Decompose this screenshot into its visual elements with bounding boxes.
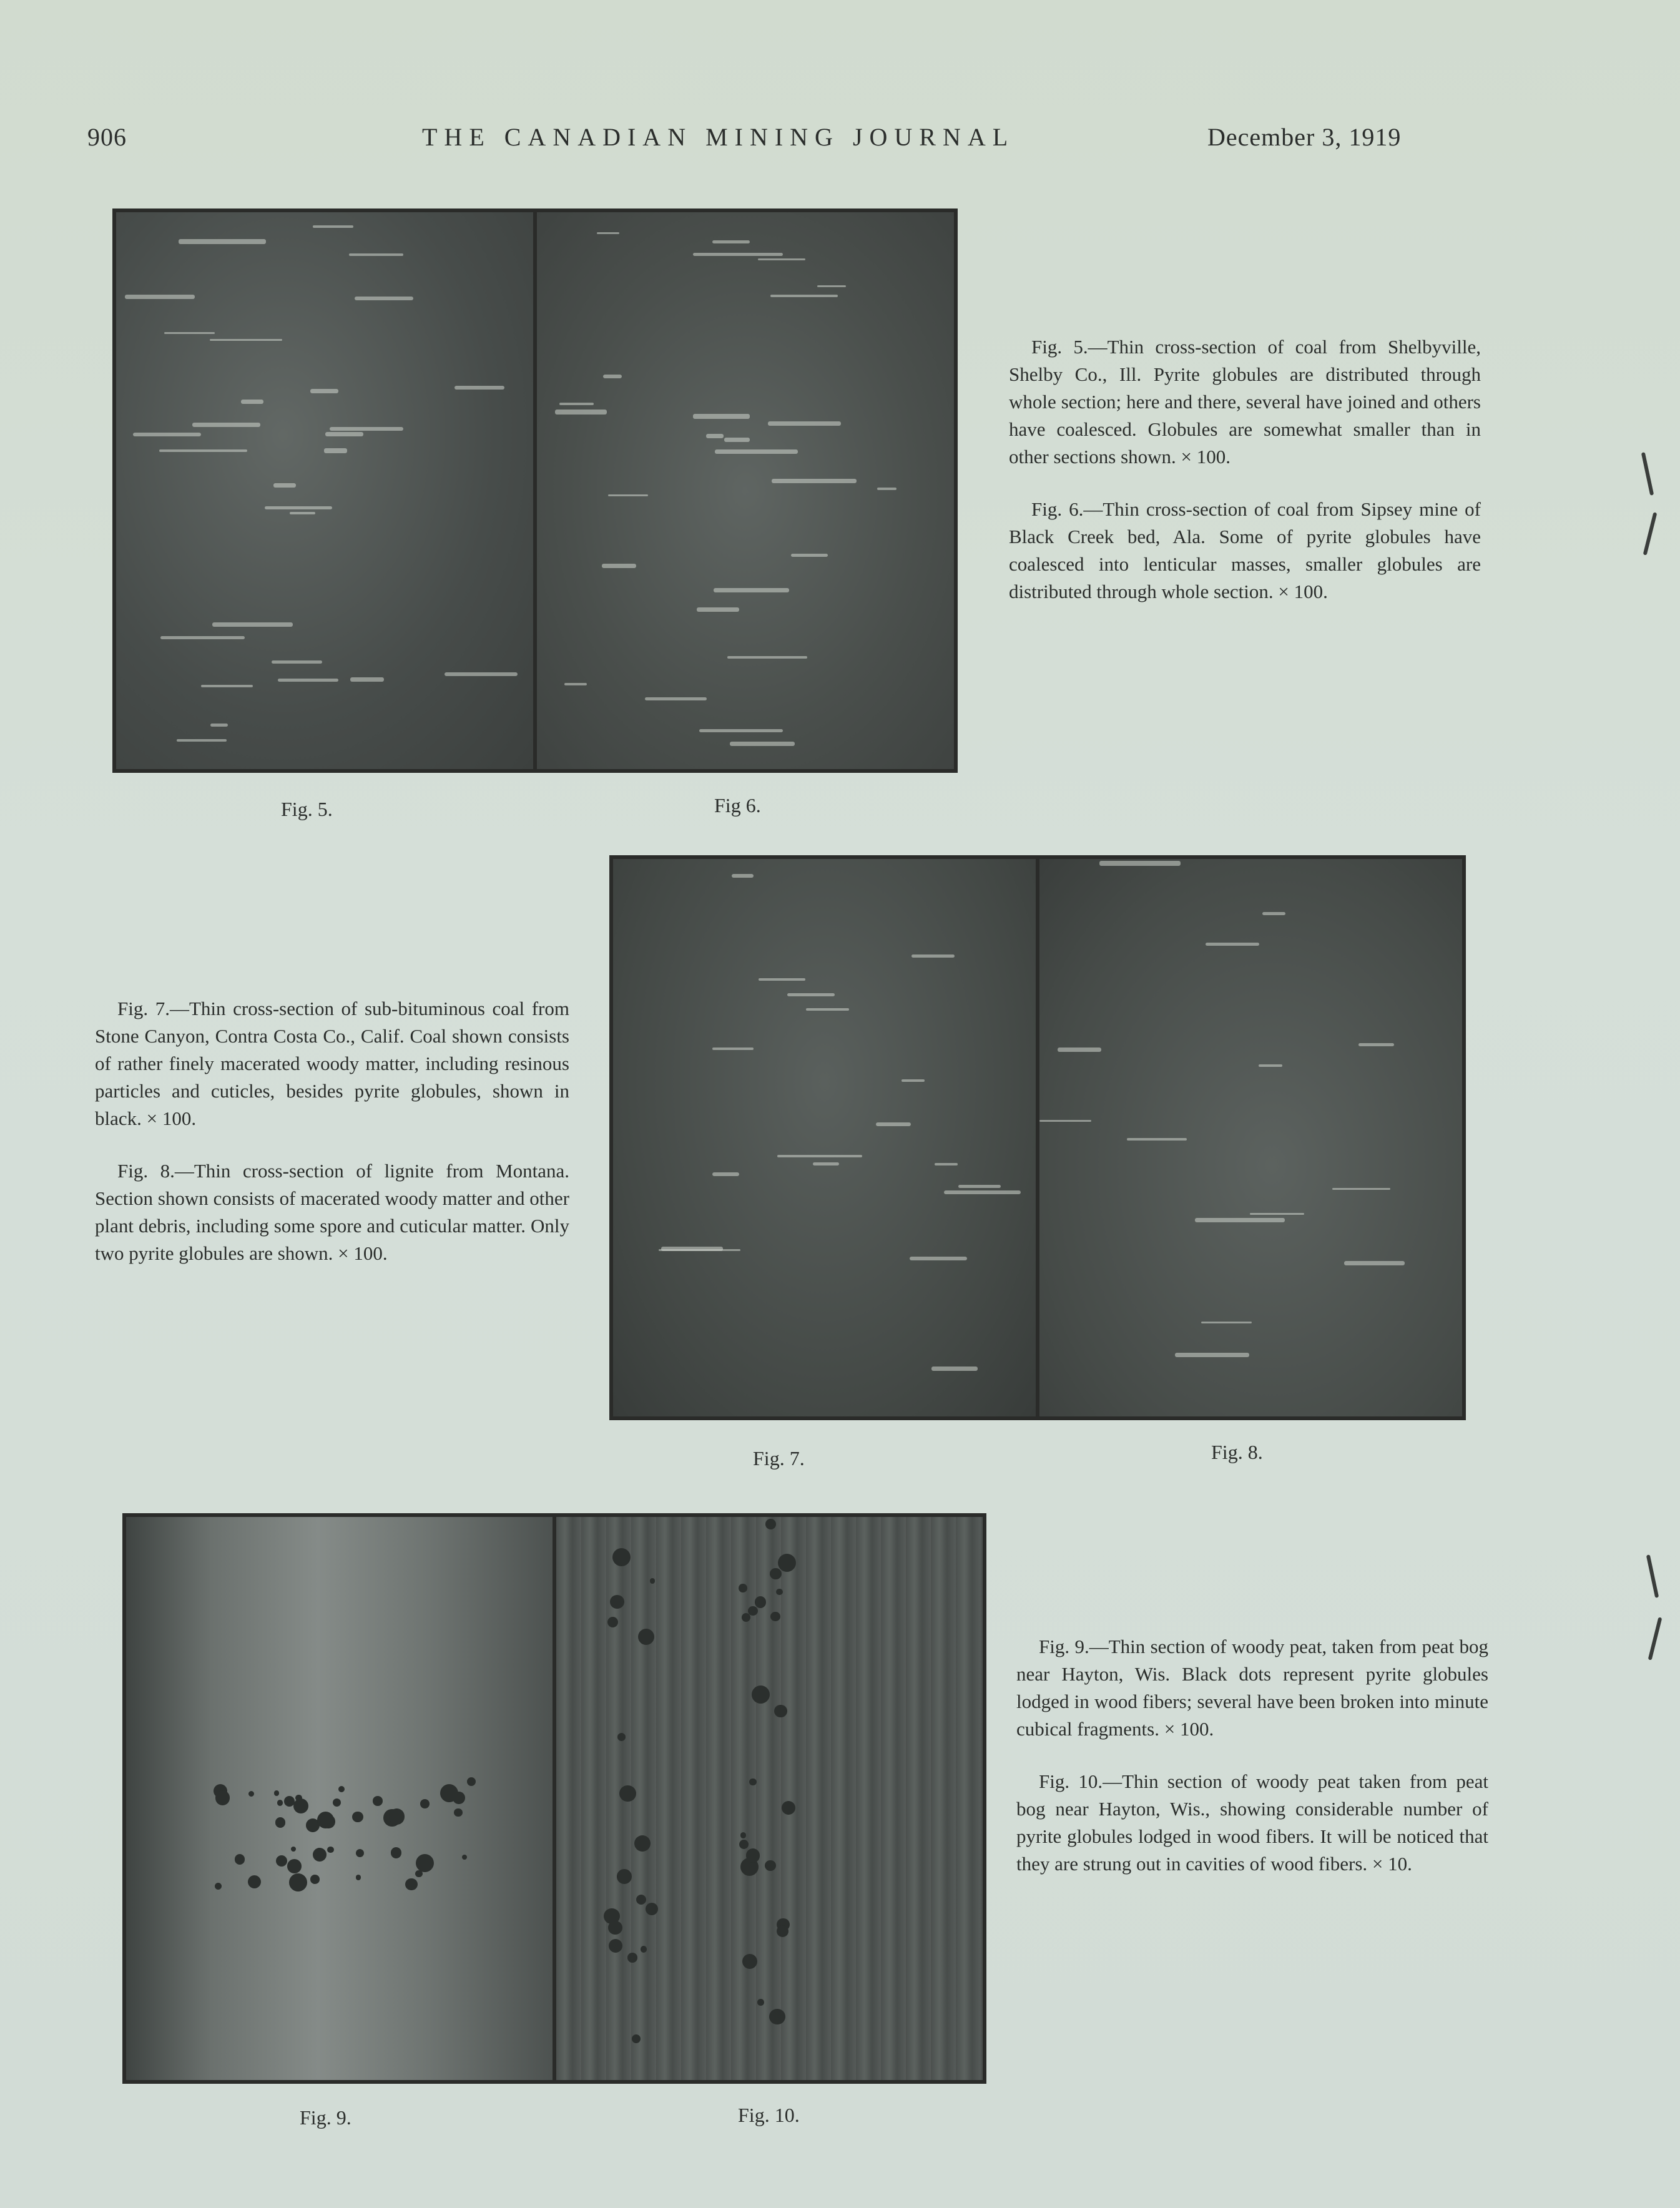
pyrite-globule [215, 1883, 222, 1890]
fig8-photo [1039, 859, 1462, 1416]
photo-streak [1127, 1138, 1187, 1141]
photo-streak [714, 588, 789, 593]
photo-streak [272, 660, 322, 664]
pyrite-globule [276, 1855, 287, 1867]
fig9-label: Fig. 9. [300, 2106, 351, 2129]
photo-streak [712, 1048, 754, 1050]
pyrite-globule [215, 1790, 230, 1805]
pyrite-globule [782, 1801, 795, 1815]
photo-streak [603, 375, 622, 378]
pyrite-globule [275, 1817, 286, 1828]
pyrite-globule [609, 1939, 622, 1953]
photo-streak [1250, 1213, 1304, 1215]
photo-streak [693, 253, 783, 257]
photo-streak [712, 1172, 739, 1177]
pyrite-globule [462, 1855, 467, 1860]
pyrite-globule [235, 1854, 245, 1864]
photo-streak [1344, 1261, 1405, 1266]
fig5-label: Fig. 5. [281, 798, 333, 820]
pyrite-globule [391, 1847, 401, 1858]
fig6-label: Fig 6. [714, 794, 761, 817]
pyrite-globule [619, 1785, 636, 1802]
fig10-photo [556, 1517, 983, 2080]
pyrite-globule [774, 1705, 787, 1717]
photo-streak [265, 506, 332, 509]
pyrite-globule [638, 1629, 654, 1645]
pyrite-globule [277, 1800, 283, 1805]
photo-streak [910, 1257, 966, 1260]
photo-streak [1259, 1064, 1282, 1067]
photo-streak [273, 483, 296, 488]
photo-streak [1358, 1043, 1394, 1046]
pyrite-globule [742, 1613, 750, 1622]
photo-streak [1206, 943, 1259, 946]
pyrite-globule [405, 1878, 417, 1890]
photo-streak [210, 724, 228, 727]
fig7-label: Fig. 7. [753, 1447, 805, 1470]
pyrite-globule [338, 1786, 345, 1792]
photo-streak [1175, 1353, 1249, 1358]
pyrite-globule [389, 1808, 405, 1824]
photo-streak [133, 433, 201, 436]
pyrite-globule [248, 1875, 261, 1888]
pyrite-globule [739, 1584, 747, 1592]
photo-streak [1099, 861, 1181, 866]
pyrite-globule [641, 1946, 647, 1953]
pyrite-globule [274, 1790, 279, 1795]
pyrite-globule [617, 1733, 626, 1741]
photo-streak [944, 1190, 1021, 1195]
binding-clip-icon [1643, 512, 1658, 555]
photo-streak [877, 488, 896, 491]
photo-streak [693, 414, 750, 419]
pyrite-globule [632, 2034, 641, 2043]
photo-streak [1039, 1120, 1091, 1122]
pyrite-globule [293, 1798, 308, 1813]
photo-streak [706, 434, 724, 438]
photo-streak [759, 978, 805, 980]
caption-fig5: Fig. 5.—Thin cross-section of coal from Shelbyville, Shelby Co., Ill. Pyrite globules are distributed through whole section; here and there, several have joined and others have coalesced. Globules are somewhat smaller than in other sections shown. × 100. [1009, 336, 1481, 468]
pyrite-globule [617, 1869, 632, 1884]
photo-streak [712, 240, 750, 243]
photo-streak [179, 239, 266, 244]
pyrite-globule [739, 1840, 749, 1849]
photo-streak [278, 679, 338, 682]
pyrite-globule [765, 1860, 775, 1871]
pyrite-globule [440, 1784, 458, 1802]
photo-streak [876, 1122, 910, 1126]
fig8-label: Fig. 8. [1211, 1441, 1263, 1463]
photo-streak [758, 258, 805, 261]
photo-streak [310, 389, 338, 393]
pyrite-globule [776, 1589, 782, 1595]
pyrite-globule [612, 1548, 631, 1566]
pyrite-globule [610, 1595, 624, 1609]
caption-fig6: Fig. 6.—Thin cross-section of coal from Sipsey mine of Black Creek bed, Ala. Some of pyrite globules have coalesced into lenticular masses, smaller globules are distributed through whole section. × 100. [1009, 498, 1481, 602]
captions-fig5-fig6 [1009, 333, 1481, 631]
pyrite-globule [769, 2009, 785, 2024]
fig7-photo [613, 859, 1036, 1416]
photo-streak [1332, 1188, 1390, 1190]
photo-streak [212, 622, 293, 627]
photo-streak [777, 1155, 863, 1157]
caption-fig8: Fig. 8.—Thin cross-section of lignite from Montana. Section shown consists of macerated woody matter and other plant debris, including some spore and cuticular matter. Only two pyrite globules are shown. × 100. [95, 1160, 569, 1264]
photo-streak [770, 295, 838, 297]
photo-streak [608, 494, 649, 496]
issue-date: December 3, 1919 [1207, 123, 1402, 151]
photo-streak [901, 1079, 925, 1082]
photo-streak [349, 253, 403, 256]
photo-streak [1262, 912, 1286, 915]
photo-streak [787, 993, 835, 997]
fig6-photo [537, 212, 954, 769]
pyrite-globule [356, 1875, 361, 1880]
photo-streak [355, 297, 413, 300]
photo-streak [931, 1367, 978, 1371]
fig5-photo [116, 212, 533, 769]
photo-streak [313, 225, 354, 228]
figure-pair-9-10 [122, 1513, 986, 2084]
photo-streak [559, 403, 593, 405]
photo-streak [724, 438, 750, 442]
photo-streak [732, 874, 753, 878]
photo-streak [772, 479, 857, 483]
photo-streak [177, 739, 227, 742]
pyrite-globule [420, 1799, 430, 1808]
pyrite-globule [248, 1791, 255, 1797]
photo-streak [241, 400, 263, 405]
figure-pair-5-6 [112, 209, 958, 773]
photo-streak [164, 332, 215, 334]
pyrite-globule [778, 1554, 796, 1572]
pyrite-globule [740, 1832, 747, 1838]
binding-clip-icon [1646, 1554, 1659, 1598]
photo-streak [325, 432, 363, 436]
photo-streak [813, 1162, 839, 1165]
pyrite-globule [287, 1859, 302, 1873]
pyrite-globule [333, 1798, 341, 1807]
pyrite-globule [757, 1999, 764, 2006]
photo-streak [330, 427, 403, 431]
pyrite-globule [770, 1612, 780, 1621]
pyrite-globule [755, 1596, 766, 1607]
photo-streak [555, 410, 607, 415]
figure-pair-7-8 [609, 855, 1466, 1420]
photo-streak [699, 729, 782, 732]
photo-streak [730, 742, 794, 746]
pyrite-globule [313, 1848, 327, 1862]
caption-fig10: Fig. 10.—Thin section of woody peat taken from peat bog near Hayton, Wis., showing considerable number of pyrite globules lodged in wood fibers. It will be noticed that they are strung out in cavities of wood fibers. × 10. [1016, 1770, 1488, 1875]
photo-streak [159, 449, 248, 452]
pyrite-globule [634, 1835, 651, 1852]
fig10-label: Fig. 10. [738, 2104, 800, 2126]
captions-fig7-fig8 [95, 995, 569, 1292]
pyrite-globule [636, 1895, 647, 1905]
pyrite-globule [752, 1685, 770, 1704]
pyrite-globule [749, 1779, 756, 1785]
photo-streak [160, 636, 244, 639]
captions-fig9-fig10 [1016, 1633, 1488, 1903]
journal-title: THE CANADIAN MINING JOURNAL [422, 123, 1015, 151]
pyrite-globule [356, 1849, 364, 1857]
pyrite-globule [352, 1812, 363, 1823]
photo-streak [454, 386, 504, 389]
pyrite-globule [650, 1578, 656, 1584]
photo-streak [445, 672, 518, 676]
photo-streak [597, 232, 620, 234]
pyrite-globule [742, 1954, 757, 1969]
pyrite-globule [467, 1777, 476, 1786]
pyrite-globule [646, 1903, 659, 1916]
photo-streak [911, 954, 955, 958]
fig9-photo [126, 1517, 553, 2080]
photo-streak [290, 512, 315, 514]
pyrite-globule [327, 1847, 333, 1853]
binding-clip-icon [1641, 452, 1654, 496]
photo-streak [324, 448, 347, 453]
photo-streak [192, 423, 260, 427]
pyrite-globule [770, 1568, 781, 1579]
photo-streak [1058, 1048, 1101, 1052]
pyrite-globule [310, 1875, 320, 1884]
photo-streak [125, 295, 195, 298]
photo-streak [791, 554, 828, 557]
page-number: 906 [87, 123, 127, 151]
photo-streak [1201, 1322, 1252, 1323]
photo-streak [645, 697, 707, 700]
photo-streak [958, 1185, 1001, 1188]
pyrite-globule [777, 1925, 788, 1937]
photo-streak [817, 285, 847, 287]
photo-streak [1195, 1218, 1285, 1222]
photo-streak [350, 677, 384, 682]
caption-fig9: Fig. 9.—Thin section of woody peat, taken from peat bog near Hayton, Wis. Black dots represent pyrite globules lodged in wood fibers; several have been broken into minute cubical fragments. × 100. [1016, 1636, 1488, 1740]
pyrite-globule [416, 1854, 434, 1872]
pyrite-globule [415, 1870, 423, 1878]
pyrite-globule [291, 1847, 296, 1852]
caption-fig7: Fig. 7.—Thin cross-section of sub-bituminous coal from Stone Canyon, Contra Costa Co., Calif. Coal shown consists of rather finely macerated woody matter, including resinous particles and cuticles, besides pyrite globules, shown in black. × 100. [95, 998, 569, 1129]
photo-streak [768, 421, 841, 426]
photo-streak [564, 683, 587, 685]
photo-streak [201, 685, 253, 687]
photo-streak [661, 1247, 723, 1252]
pyrite-globule [608, 1921, 622, 1935]
photo-streak [727, 656, 807, 659]
pyrite-globule [746, 1848, 760, 1863]
pyrite-globule [627, 1953, 637, 1963]
photo-streak [935, 1163, 958, 1165]
photo-streak [602, 564, 636, 568]
pyrite-globule [289, 1873, 307, 1892]
binding-clip-icon [1648, 1617, 1663, 1660]
photo-streak [210, 339, 282, 341]
photo-streak [715, 449, 798, 454]
pyrite-globule [765, 1519, 776, 1529]
pyrite-globule [454, 1808, 462, 1817]
pyrite-globule [607, 1617, 618, 1627]
pyrite-globule [373, 1796, 383, 1806]
photo-streak [806, 1008, 849, 1011]
photo-streak [697, 607, 739, 612]
